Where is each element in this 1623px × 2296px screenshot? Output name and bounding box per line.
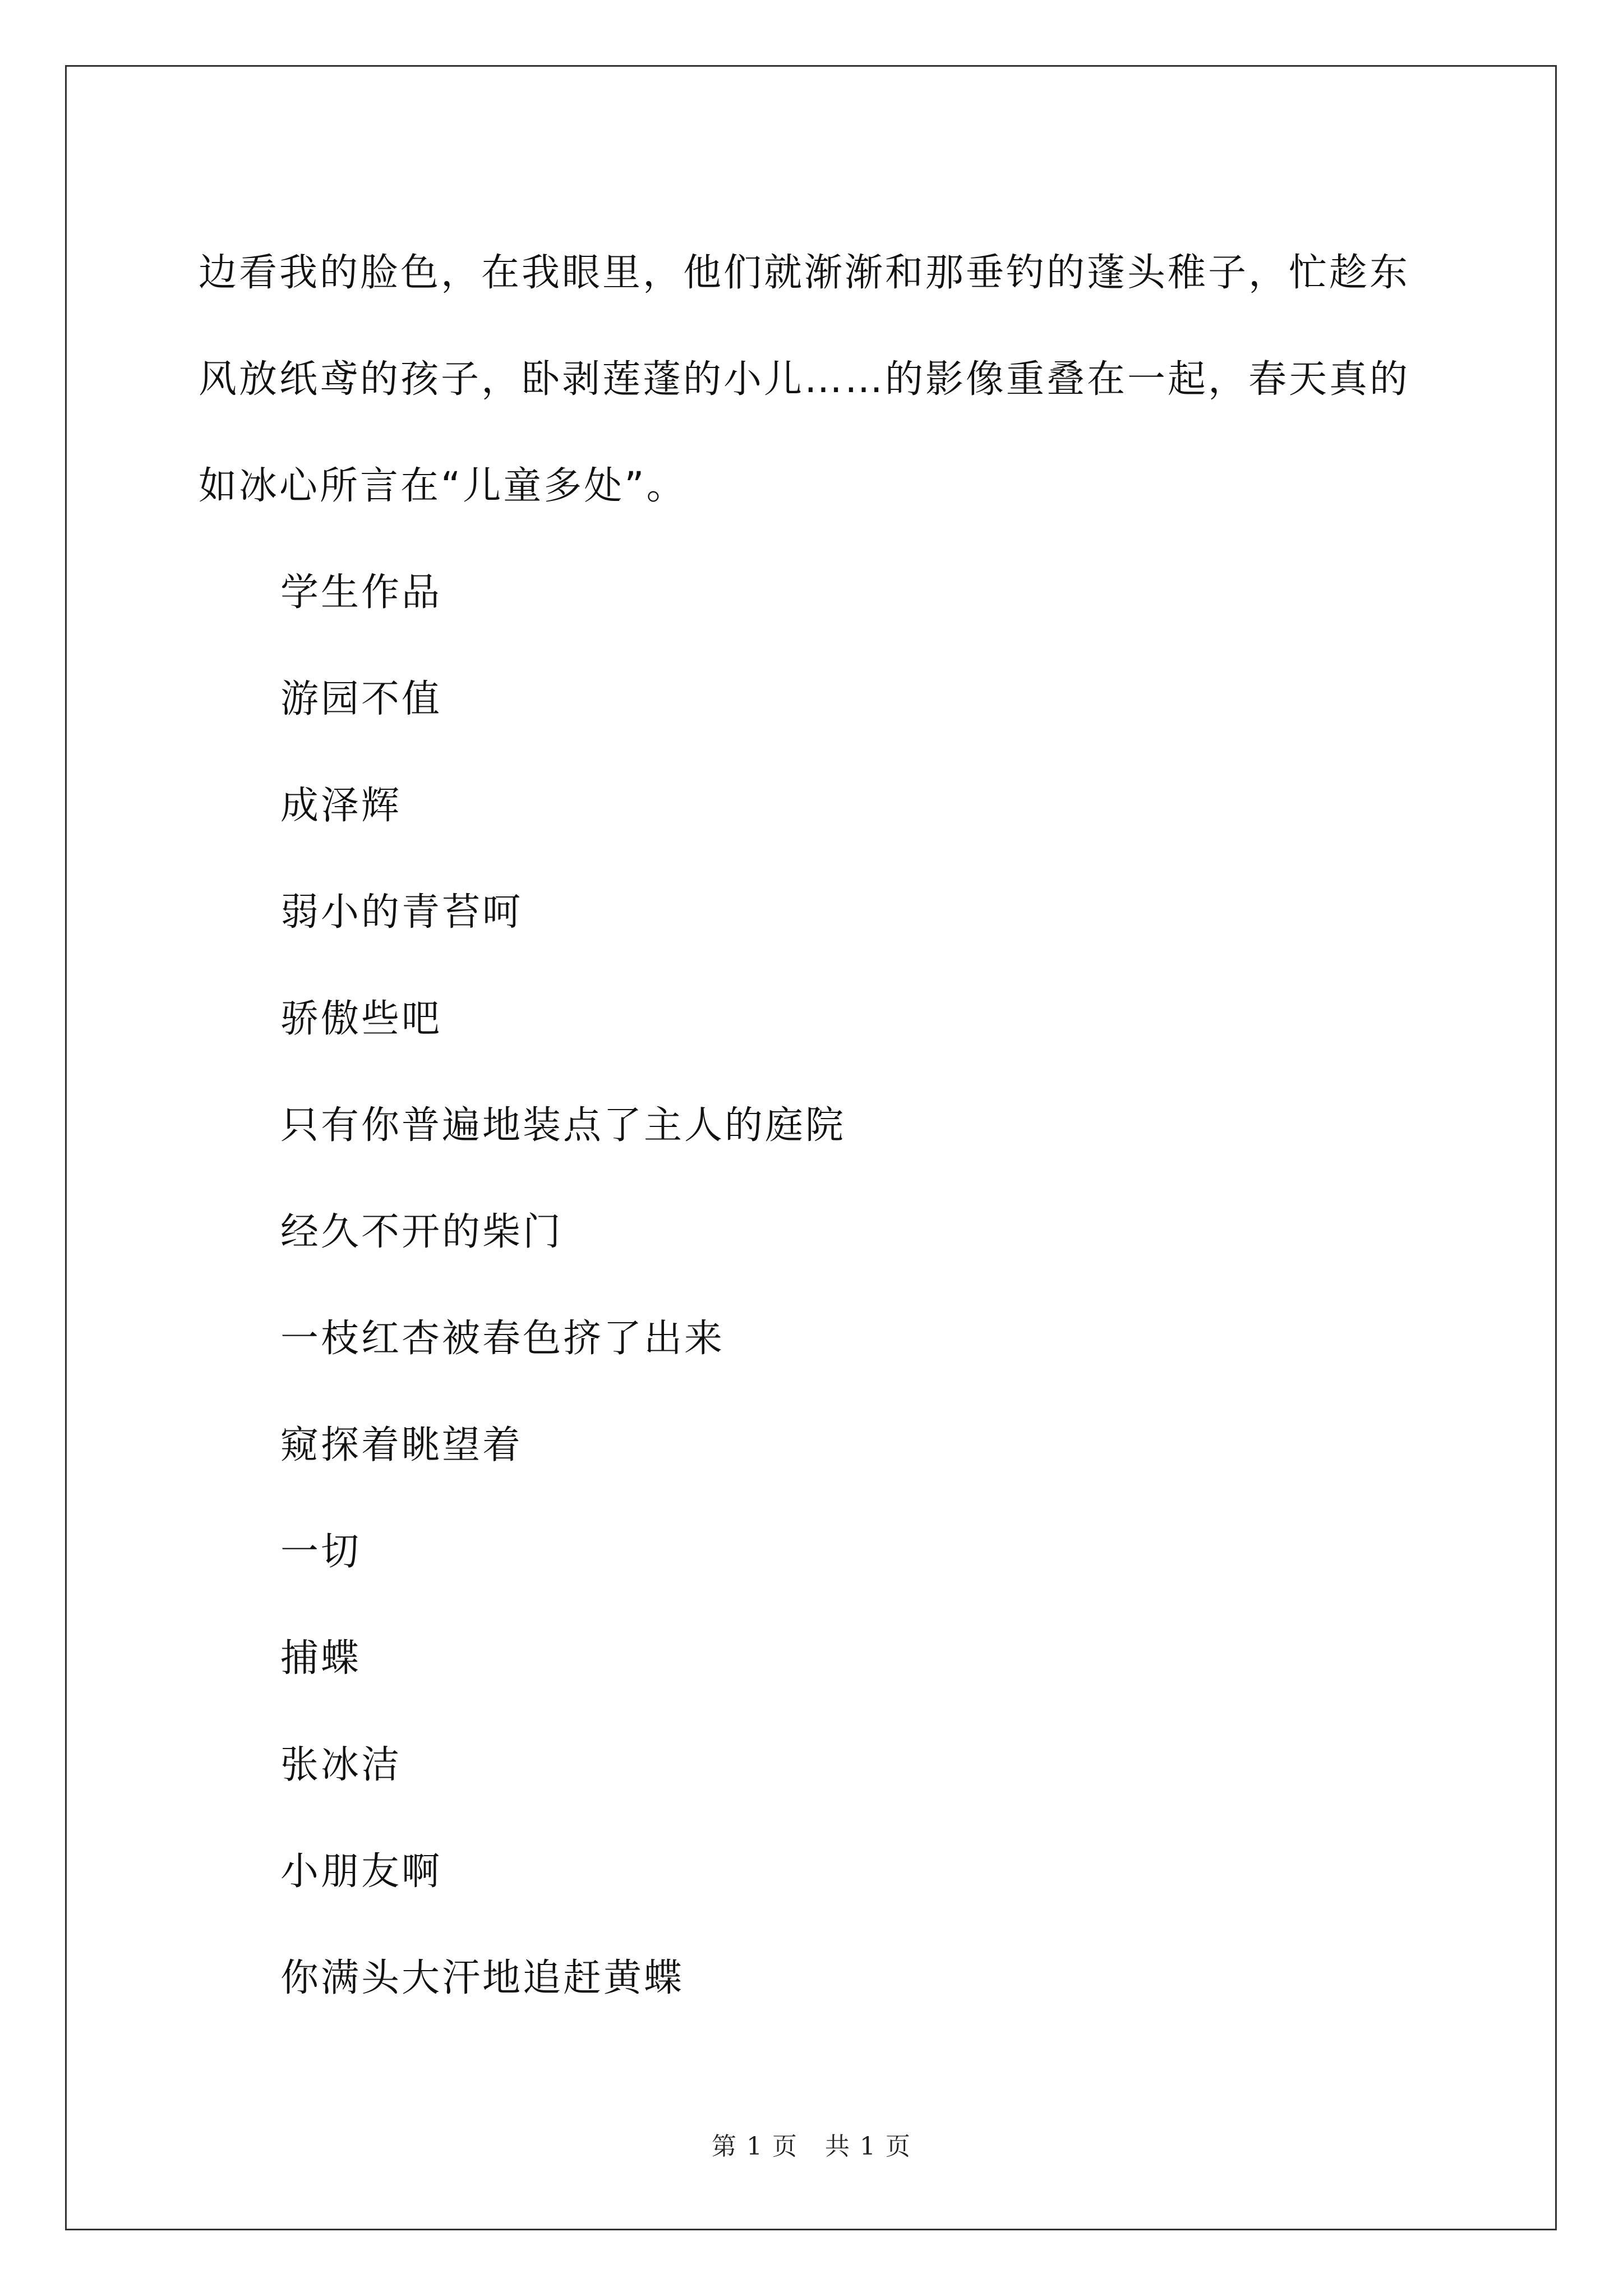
- poem-author: 张冰洁: [280, 1743, 402, 1787]
- paragraph-line: 边看我的脸色，在我眼里，他们就渐渐和那垂钓的蓬头稚子，忙趁东: [199, 251, 1410, 295]
- document-body: [199, 220, 1444, 2032]
- poem-line: 一切: [280, 1530, 362, 1574]
- paragraph-line: 风放纸鸢的孩子，卧剥莲蓬的小儿……的影像重叠在一起，春天真的: [199, 357, 1410, 402]
- page-footer: [0, 2126, 1623, 2162]
- page-total: 共 1 页: [824, 2132, 911, 2161]
- poem-line: 经久不开的柴门: [280, 1210, 564, 1254]
- poem-line: 只有你普遍地装点了主人的庭院: [280, 1103, 846, 1148]
- poem-line: 窥探着眺望着: [280, 1423, 523, 1467]
- poem-line: 一枝红杏被春色挤了出来: [280, 1317, 725, 1361]
- poem-line: 骄傲些吧: [280, 997, 442, 1041]
- poem-line: 小朋友啊: [280, 1849, 442, 1894]
- poem-line: 弱小的青苔呵: [280, 890, 523, 935]
- paragraph-line: 如冰心所言在“儿童多处”。: [199, 464, 687, 508]
- poem-author: 成泽辉: [280, 784, 402, 828]
- poem-line: 你满头大汗地追赶黄蝶: [280, 1956, 685, 2000]
- section-heading: 学生作品: [280, 570, 442, 615]
- page-number: 第 1 页: [712, 2132, 799, 2161]
- poem-title: 捕蝶: [280, 1636, 362, 1681]
- poem-title: 游园不值: [280, 677, 442, 721]
